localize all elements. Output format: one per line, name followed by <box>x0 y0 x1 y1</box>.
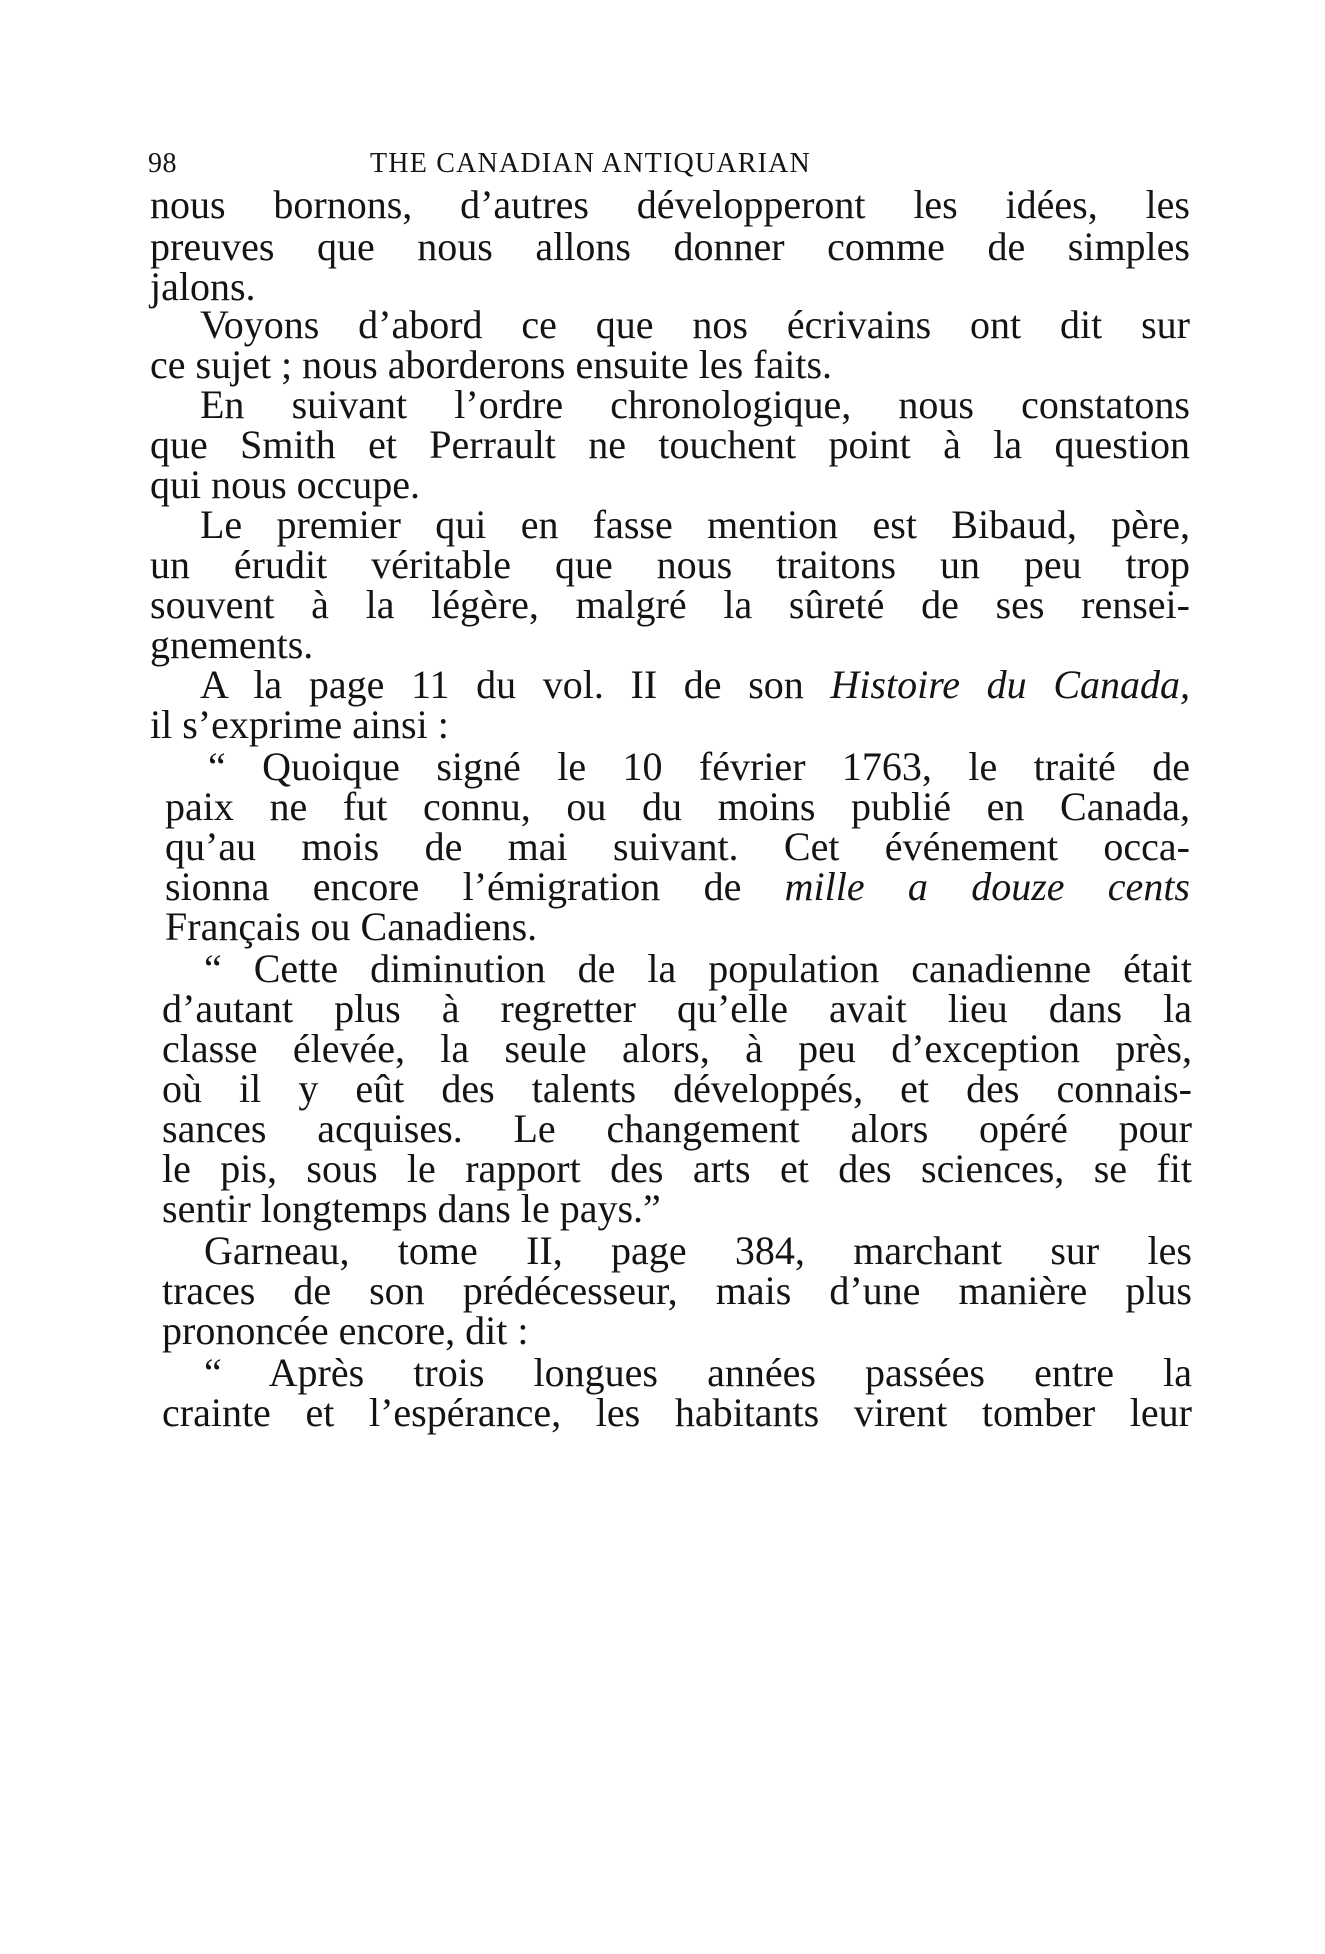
body-line: traces de son prédécesseur, mais d’une manière plus <box>162 1268 1192 1313</box>
quote-line: le pis, sous le rapport des arts et des sciences, se fit <box>162 1146 1192 1191</box>
body-line: Le premier qui en fasse mention est Bibaud, père, <box>200 502 1190 547</box>
quote-line: “ Quoique signé le 10 février 1763, le traité de <box>208 744 1190 789</box>
body-line: que Smith et Perrault ne touchent point à la question <box>150 422 1190 467</box>
body-line: Garneau, tome II, page 384, marchant sur les <box>204 1228 1192 1273</box>
body-line: En suivant l’ordre chronologique, nous constatons <box>200 382 1190 427</box>
quote-text: sionna encore l’émigration de <box>165 864 785 909</box>
emphasis-text: mille a douze cents <box>784 864 1190 909</box>
quote-line: où il y eût des talents développés, et des connais- <box>162 1066 1192 1111</box>
body-text: A la page 11 du vol. II de son <box>200 662 831 707</box>
body-line: Voyons d’abord ce que nos écrivains ont dit sur <box>200 302 1190 347</box>
quote-line: crainte et l’espérance, les habitants virent tomber leur <box>162 1390 1192 1435</box>
body-line: il s’exprime ainsi : <box>150 702 449 747</box>
quote-line: Français ou Canadiens. <box>165 904 538 949</box>
body-line: un érudit véritable que nous traitons un peu trop <box>150 542 1190 587</box>
quote-line: “ Après trois longues années passées entre la <box>204 1350 1192 1395</box>
body-line: jalons. <box>150 264 256 309</box>
quote-line: sances acquises. Le changement alors opéré pour <box>162 1106 1192 1151</box>
quote-line: sentir longtemps dans le pays.” <box>162 1186 661 1231</box>
page-number: 98 <box>148 148 177 179</box>
quote-line: “ Cette diminution de la population canadienne était <box>204 946 1192 991</box>
body-line: souvent à la légère, malgré la sûreté de ses rensei- <box>150 582 1190 627</box>
book-title: Histoire du Canada, <box>830 662 1190 707</box>
quote-line: classe élevée, la seule alors, à peu d’exception près, <box>162 1026 1192 1071</box>
body-line: qui nous occupe. <box>150 462 420 507</box>
body-line: ce sujet ; nous aborderons ensuite les faits. <box>150 342 833 387</box>
running-head: THE CANADIAN ANTIQUARIAN <box>370 148 811 179</box>
body-line: preuves que nous allons donner comme de simples <box>150 224 1190 269</box>
body-line: gnements. <box>150 622 314 667</box>
quote-line: qu’au mois de mai suivant. Cet événement occa- <box>165 824 1190 869</box>
body-line: prononcée encore, dit : <box>162 1308 529 1353</box>
body-line: nous bornons, d’autres développeront les idées, les <box>150 182 1190 227</box>
quote-line: d’autant plus à regretter qu’elle avait lieu dans la <box>162 986 1192 1031</box>
quote-line: paix ne fut connu, ou du moins publié en Canada, <box>165 784 1190 829</box>
